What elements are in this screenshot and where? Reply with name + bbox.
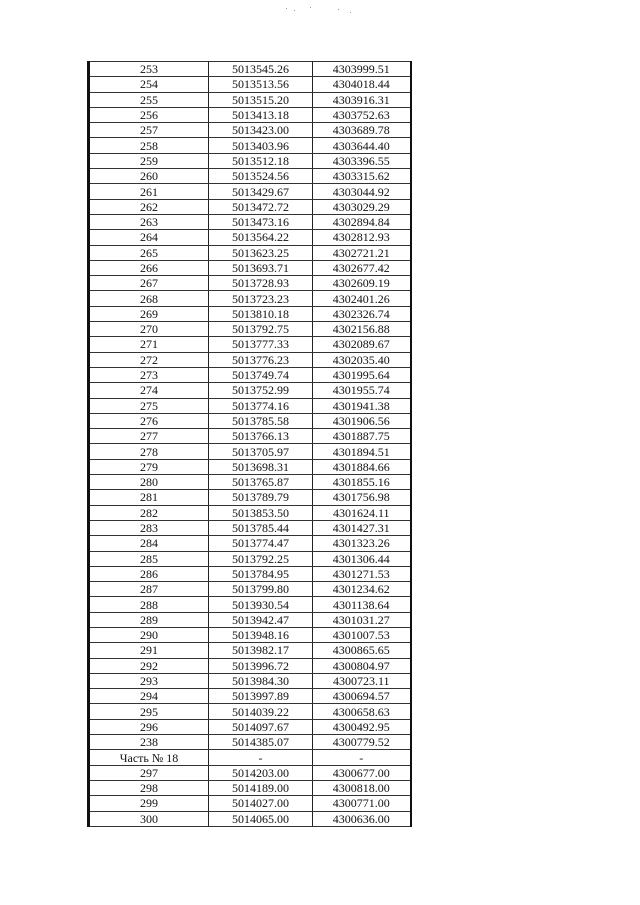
- y-coordinate-cell: 4300658.63: [313, 704, 411, 719]
- x-coordinate-cell: 5013705.97: [209, 444, 313, 459]
- x-coordinate-cell: 5013749.74: [209, 367, 313, 382]
- x-coordinate-cell: 5013513.56: [209, 77, 313, 92]
- y-coordinate-cell: 4301234.62: [313, 582, 411, 597]
- x-coordinate-cell: 5013784.95: [209, 566, 313, 581]
- x-coordinate-cell: 5014189.00: [209, 780, 313, 795]
- x-coordinate-cell: 5013785.44: [209, 520, 313, 535]
- x-coordinate-cell: 5013545.26: [209, 62, 313, 77]
- table-row: [89, 520, 411, 535]
- point-number-cell: 297: [89, 765, 209, 780]
- y-coordinate-cell: 4302035.40: [313, 352, 411, 367]
- point-number-cell: 295: [89, 704, 209, 719]
- point-number-cell: 289: [89, 612, 209, 627]
- point-number-cell: 286: [89, 566, 209, 581]
- table-row: [89, 429, 411, 444]
- point-number-cell: 276: [89, 413, 209, 428]
- x-coordinate-cell: 5014097.67: [209, 719, 313, 734]
- point-number-cell: 258: [89, 138, 209, 153]
- y-coordinate-cell: 4302609.19: [313, 276, 411, 291]
- x-coordinate-cell: 5013853.50: [209, 505, 313, 520]
- table-row: [89, 459, 411, 474]
- y-coordinate-cell: 4301138.64: [313, 597, 411, 612]
- point-number-cell: 260: [89, 169, 209, 184]
- y-coordinate-cell: 4303752.63: [313, 107, 411, 122]
- table-row: [89, 337, 411, 352]
- point-number-cell: 284: [89, 536, 209, 551]
- y-coordinate-cell: 4302812.93: [313, 230, 411, 245]
- point-number-cell: Часть № 18: [89, 750, 209, 765]
- point-number-cell: 293: [89, 673, 209, 688]
- point-number-cell: 266: [89, 260, 209, 275]
- x-coordinate-cell: 5013473.16: [209, 214, 313, 229]
- table-row: [89, 673, 411, 688]
- x-coordinate-cell: 5013948.16: [209, 627, 313, 642]
- x-coordinate-cell: 5013429.67: [209, 184, 313, 199]
- table-row: [89, 398, 411, 413]
- table-row: [89, 153, 411, 168]
- x-coordinate-cell: 5013766.13: [209, 429, 313, 444]
- y-coordinate-cell: 4303396.55: [313, 153, 411, 168]
- x-coordinate-cell: 5013765.87: [209, 475, 313, 490]
- point-number-cell: 279: [89, 459, 209, 474]
- y-coordinate-cell: 4301031.27: [313, 612, 411, 627]
- point-number-cell: 296: [89, 719, 209, 734]
- table-row: [89, 276, 411, 291]
- y-coordinate-cell: 4300779.52: [313, 735, 411, 750]
- x-coordinate-cell: 5013982.17: [209, 643, 313, 658]
- x-coordinate-cell: 5013723.23: [209, 291, 313, 306]
- x-coordinate-cell: 5013984.30: [209, 673, 313, 688]
- table-row: [89, 490, 411, 505]
- y-coordinate-cell: 4303315.62: [313, 169, 411, 184]
- table-row: [89, 260, 411, 275]
- y-coordinate-cell: 4300677.00: [313, 765, 411, 780]
- y-coordinate-cell: 4302721.21: [313, 245, 411, 260]
- y-coordinate-cell: 4302326.74: [313, 306, 411, 321]
- table-row: [89, 199, 411, 214]
- x-coordinate-cell: 5013810.18: [209, 306, 313, 321]
- point-number-cell: 299: [89, 796, 209, 811]
- table-row: [89, 536, 411, 551]
- y-coordinate-cell: 4301894.51: [313, 444, 411, 459]
- y-coordinate-cell: 4304018.44: [313, 77, 411, 92]
- table-row: [89, 245, 411, 260]
- table-row: [89, 138, 411, 153]
- x-coordinate-cell: 5014039.22: [209, 704, 313, 719]
- table-row: [89, 184, 411, 199]
- table-row: [89, 367, 411, 382]
- point-number-cell: 298: [89, 780, 209, 795]
- table-row: [89, 214, 411, 229]
- x-coordinate-cell: 5013942.47: [209, 612, 313, 627]
- y-coordinate-cell: 4302156.88: [313, 322, 411, 337]
- y-coordinate-cell: 4301624.11: [313, 505, 411, 520]
- table-row: [89, 352, 411, 367]
- point-number-cell: 238: [89, 735, 209, 750]
- x-coordinate-cell: 5013997.89: [209, 689, 313, 704]
- point-number-cell: 259: [89, 153, 209, 168]
- y-coordinate-cell: 4300694.57: [313, 689, 411, 704]
- table-row: [89, 597, 411, 612]
- point-number-cell: 270: [89, 322, 209, 337]
- y-coordinate-cell: 4301906.56: [313, 413, 411, 428]
- x-coordinate-cell: 5013515.20: [209, 92, 313, 107]
- point-number-cell: 269: [89, 306, 209, 321]
- table-row: [89, 107, 411, 122]
- table-row: [89, 551, 411, 566]
- table-row: [89, 444, 411, 459]
- y-coordinate-cell: 4300818.00: [313, 780, 411, 795]
- table-row: [89, 811, 411, 826]
- table-row: [89, 735, 411, 750]
- y-coordinate-cell: 4300865.65: [313, 643, 411, 658]
- x-coordinate-cell: 5013698.31: [209, 459, 313, 474]
- table-row: [89, 704, 411, 719]
- y-coordinate-cell: 4303689.78: [313, 123, 411, 138]
- point-number-cell: 282: [89, 505, 209, 520]
- table-row: [89, 643, 411, 658]
- point-number-cell: 254: [89, 77, 209, 92]
- point-number-cell: 300: [89, 811, 209, 826]
- y-coordinate-cell: 4303999.51: [313, 62, 411, 77]
- point-number-cell: 261: [89, 184, 209, 199]
- x-coordinate-cell: 5013785.58: [209, 413, 313, 428]
- point-number-cell: 273: [89, 367, 209, 382]
- y-coordinate-cell: 4300636.00: [313, 811, 411, 826]
- table-row: [89, 566, 411, 581]
- y-coordinate-cell: 4303916.31: [313, 92, 411, 107]
- table-row: [89, 322, 411, 337]
- x-coordinate-cell: 5013752.99: [209, 383, 313, 398]
- x-coordinate-cell: 5014385.07: [209, 735, 313, 750]
- x-coordinate-cell: 5013774.47: [209, 536, 313, 551]
- point-number-cell: 283: [89, 520, 209, 535]
- table-row: [89, 658, 411, 673]
- table-row: [89, 62, 411, 77]
- x-coordinate-cell: 5013403.96: [209, 138, 313, 153]
- point-number-cell: 278: [89, 444, 209, 459]
- table-row: [89, 796, 411, 811]
- x-coordinate-cell: 5013776.23: [209, 352, 313, 367]
- table-row: [89, 413, 411, 428]
- x-coordinate-cell: 5013472.72: [209, 199, 313, 214]
- point-number-cell: 281: [89, 490, 209, 505]
- x-coordinate-cell: 5013792.75: [209, 322, 313, 337]
- y-coordinate-cell: 4300804.97: [313, 658, 411, 673]
- y-coordinate-cell: 4301271.53: [313, 566, 411, 581]
- x-coordinate-cell: 5013693.71: [209, 260, 313, 275]
- x-coordinate-cell: 5013777.33: [209, 337, 313, 352]
- table-row: [89, 123, 411, 138]
- table-row: [89, 582, 411, 597]
- y-coordinate-cell: 4302401.26: [313, 291, 411, 306]
- y-coordinate-cell: 4300492.95: [313, 719, 411, 734]
- y-coordinate-cell: 4301427.31: [313, 520, 411, 535]
- point-number-cell: 262: [89, 199, 209, 214]
- scan-noise: [280, 6, 370, 16]
- point-number-cell: 288: [89, 597, 209, 612]
- table-row: [89, 750, 411, 765]
- y-coordinate-cell: 4301887.75: [313, 429, 411, 444]
- x-coordinate-cell: 5013789.79: [209, 490, 313, 505]
- table-row: [89, 719, 411, 734]
- y-coordinate-cell: 4301007.53: [313, 627, 411, 642]
- point-number-cell: 287: [89, 582, 209, 597]
- y-coordinate-cell: 4301884.66: [313, 459, 411, 474]
- y-coordinate-cell: 4300723.11: [313, 673, 411, 688]
- table-row: [89, 306, 411, 321]
- point-number-cell: 277: [89, 429, 209, 444]
- y-coordinate-cell: 4302089.67: [313, 337, 411, 352]
- point-number-cell: 264: [89, 230, 209, 245]
- point-number-cell: 255: [89, 92, 209, 107]
- table-row: [89, 627, 411, 642]
- point-number-cell: 253: [89, 62, 209, 77]
- table-row: [89, 780, 411, 795]
- x-coordinate-cell: 5013792.25: [209, 551, 313, 566]
- table-row: [89, 475, 411, 490]
- x-coordinate-cell: 5013524.56: [209, 169, 313, 184]
- table-row: [89, 689, 411, 704]
- x-coordinate-cell: 5013774.16: [209, 398, 313, 413]
- x-coordinate-cell: 5013728.93: [209, 276, 313, 291]
- point-number-cell: 275: [89, 398, 209, 413]
- point-number-cell: 256: [89, 107, 209, 122]
- y-coordinate-cell: 4301995.64: [313, 367, 411, 382]
- x-coordinate-cell: 5013413.18: [209, 107, 313, 122]
- x-coordinate-cell: 5013623.25: [209, 245, 313, 260]
- x-coordinate-cell: 5014027.00: [209, 796, 313, 811]
- y-coordinate-cell: 4303044.92: [313, 184, 411, 199]
- table-row: [89, 765, 411, 780]
- point-number-cell: 257: [89, 123, 209, 138]
- table-row: [89, 92, 411, 107]
- y-coordinate-cell: 4301855.16: [313, 475, 411, 490]
- point-number-cell: 263: [89, 214, 209, 229]
- y-coordinate-cell: 4301323.26: [313, 536, 411, 551]
- coordinates-table: [87, 61, 412, 827]
- point-number-cell: 280: [89, 475, 209, 490]
- x-coordinate-cell: 5014065.00: [209, 811, 313, 826]
- y-coordinate-cell: 4302894.84: [313, 214, 411, 229]
- y-coordinate-cell: 4303029.29: [313, 199, 411, 214]
- table-row: [89, 291, 411, 306]
- x-coordinate-cell: 5013512.18: [209, 153, 313, 168]
- y-coordinate-cell: 4300771.00: [313, 796, 411, 811]
- table-row: [89, 169, 411, 184]
- x-coordinate-cell: 5013423.00: [209, 123, 313, 138]
- table-row: [89, 612, 411, 627]
- x-coordinate-cell: 5013799.80: [209, 582, 313, 597]
- table-row: [89, 383, 411, 398]
- y-coordinate-cell: 4302677.42: [313, 260, 411, 275]
- point-number-cell: 265: [89, 245, 209, 260]
- x-coordinate-cell: 5013930.54: [209, 597, 313, 612]
- x-coordinate-cell: 5014203.00: [209, 765, 313, 780]
- y-coordinate-cell: 4301756.98: [313, 490, 411, 505]
- point-number-cell: 267: [89, 276, 209, 291]
- point-number-cell: 271: [89, 337, 209, 352]
- table-row: [89, 505, 411, 520]
- point-number-cell: 268: [89, 291, 209, 306]
- y-coordinate-cell: 4301941.38: [313, 398, 411, 413]
- x-coordinate-cell: 5013996.72: [209, 658, 313, 673]
- point-number-cell: 274: [89, 383, 209, 398]
- y-coordinate-cell: 4303644.40: [313, 138, 411, 153]
- point-number-cell: 290: [89, 627, 209, 642]
- y-coordinate-cell: 4301955.74: [313, 383, 411, 398]
- coordinates-table-body: [89, 62, 411, 827]
- point-number-cell: 285: [89, 551, 209, 566]
- table-row: [89, 230, 411, 245]
- table-row: [89, 77, 411, 92]
- point-number-cell: 272: [89, 352, 209, 367]
- y-coordinate-cell: -: [313, 750, 411, 765]
- point-number-cell: 291: [89, 643, 209, 658]
- point-number-cell: 294: [89, 689, 209, 704]
- x-coordinate-cell: 5013564.22: [209, 230, 313, 245]
- x-coordinate-cell: -: [209, 750, 313, 765]
- point-number-cell: 292: [89, 658, 209, 673]
- y-coordinate-cell: 4301306.44: [313, 551, 411, 566]
